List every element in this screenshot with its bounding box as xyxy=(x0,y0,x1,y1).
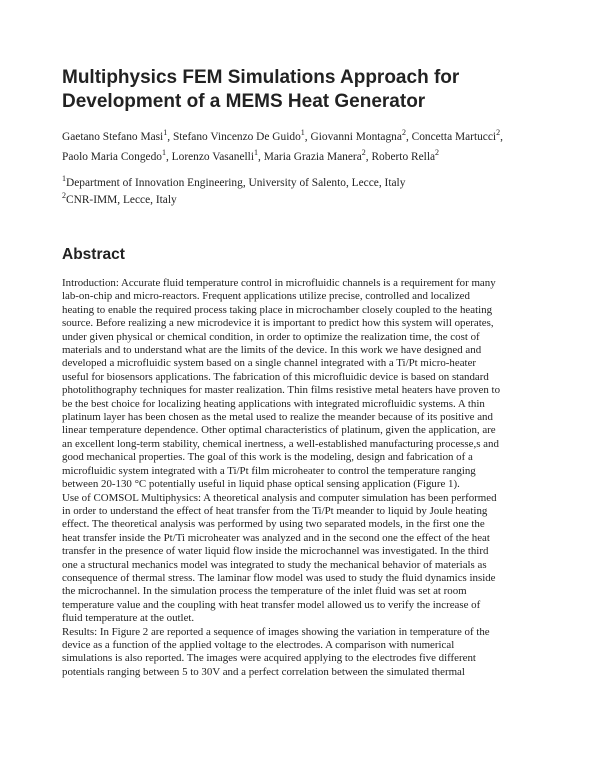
author-affiliation-mark: 2 xyxy=(435,148,440,158)
affiliation-number: 1 xyxy=(62,174,66,184)
abstract-line: microfluidic system integrated with a Ti/Pt film microheater to control the temperature ranging xyxy=(62,464,476,477)
affiliation-text: CNR-IMM, Lecce, Italy xyxy=(66,194,177,206)
abstract-line: Use of COMSOL Multiphysics: A theoretical analysis and computer simulation has been performed xyxy=(62,491,497,504)
abstract-line: temperature value and the coupling with heat transfer model allowed us to verify the increase of xyxy=(62,598,481,611)
abstract-line: heating to enable the required process taking place in microchamber closely coupled to the heating xyxy=(62,303,493,316)
affiliation-row xyxy=(62,192,542,209)
author-name: Giovanni Montagna xyxy=(310,131,402,143)
abstract-line: materials and to understand what are the limits of the device. In this work we have designed and xyxy=(62,344,482,357)
abstract-line: Results: In Figure 2 are reported a sequence of images showing the variation in temperature of the xyxy=(62,625,490,638)
author-affiliation-mark: 1 xyxy=(163,128,168,138)
abstract-line: simulations is also reported. The images were acquired applying to the electrodes five different xyxy=(62,652,476,665)
abstract-line: platinum layer has been chosen as the metal used to realize the meander because of its positive and xyxy=(62,411,493,424)
abstract-line: good mechanical properties. The goal of this work is the modeling, design and fabrication of a xyxy=(62,451,473,464)
abstract-line: useful for biosensors applications. The fabrication of this microfluidic device is based on standard xyxy=(62,370,489,383)
author-name: Concetta Martucci xyxy=(411,131,497,143)
author-list: Gaetano Stefano Masi$^1$, Stefano Vincenzo De Guido$^1$, Giovanni Montagna$^2$, Concetta Martucci$^2$, Paolo Maria Congedo$^1$, Lorenzo Vasanelli$^1$, Maria Grazia Manera$^2$, Roberto Rella$^2$ xyxy=(62,128,503,163)
author-affiliation-mark: 1 xyxy=(254,148,259,158)
author-affiliation-mark: 2 xyxy=(401,128,406,138)
affiliation-number: 2 xyxy=(62,191,66,201)
author-name: Maria Grazia Manera xyxy=(263,151,362,163)
author-name: Paolo Maria Congedo xyxy=(62,151,162,163)
affiliation-row xyxy=(62,175,542,192)
paper-title xyxy=(62,66,542,114)
abstract-line: between 20-130 °C potentially useful in liquid phase optical sensing application (Figure 1). xyxy=(62,478,460,491)
abstract-line: photolithography techniques for master realization. Thin films resistive metal heaters have proven to xyxy=(62,384,501,397)
author-name: Stefano Vincenzo De Guido xyxy=(172,131,301,143)
abstract-line: an excellent long-term stability, chemical inertness, a well-established manufacturing processe,s and xyxy=(62,437,499,450)
affiliation-list xyxy=(62,175,542,209)
abstract-line: transfer in the presence of water liquid flow inside the microchannel was investigated. In the third xyxy=(62,545,489,558)
abstract-line: linear temperature dependence. Other optimal characteristics of platinum, given the application, are xyxy=(62,424,496,437)
author-affiliation-mark: 1 xyxy=(161,148,166,158)
author-affiliation-mark: 2 xyxy=(361,148,366,158)
abstract-line: be the best choice for localizing heating applications with integrated microfluidic systems. A thin xyxy=(62,397,485,410)
abstract-line: heat transfer inside the Pt/Ti microheater was analyzed and in the second one the effect of the heat xyxy=(62,531,490,544)
abstract-line: Introduction: Accurate fluid temperature control in microfluidic channels is a requirement for many xyxy=(62,277,496,289)
abstract-heading: Abstract xyxy=(62,246,125,263)
author-name: Roberto Rella xyxy=(371,151,436,163)
abstract-line: the microchannel. In the simulation process the temperature of the inlet fluid was set at room xyxy=(62,585,467,598)
author-name: Gaetano Stefano Masi xyxy=(62,131,164,143)
abstract-line: under given physical or chemical condition, in order to optimize the realization time, the cost of xyxy=(62,330,480,343)
abstract-line: source. Before realizing a new microdevice it is important to predict how this system will operates, xyxy=(62,317,494,330)
abstract-line: effect. The theoretical analysis was performed by using two separated models, in the first one the xyxy=(62,518,485,531)
abstract-line: lab-on-chip and micro-reactors. Frequent applications utilize precise, controlled and localized xyxy=(62,290,470,303)
author-affiliation-mark: 1 xyxy=(300,128,305,138)
author-affiliation-mark: 2 xyxy=(496,128,501,138)
author-name: Lorenzo Vasanelli xyxy=(171,151,255,163)
abstract-line: in order to understand the effect of heat transfer from the Ti/Pt meander to liquid by Joule heating xyxy=(62,504,488,517)
abstract-line: device as a function of the applied voltage to the electrodes. A comparison with numerical xyxy=(62,638,455,651)
abstract-line: consequence of thermal stress. The laminar flow model was used to study the fluid dynamics inside xyxy=(62,571,496,584)
abstract-line: one a structural mechanics model was integrated to study the mechanical behavior of materials as xyxy=(62,558,487,571)
abstract-line: potentials ranging between 5 to 30V and a perfect correlation between the simulated thermal xyxy=(62,665,465,678)
abstract-line: developed a microfluidic system based on a single channel integrated with a Ti/Pt micro-heater xyxy=(62,357,477,370)
title-line: Multiphysics FEM Simulations Approach for xyxy=(62,67,460,88)
title-line: Development of a MEMS Heat Generator xyxy=(62,91,426,112)
abstract-body xyxy=(62,277,542,679)
affiliation-text: Department of Innovation Engineering, University of Salento, Lecce, Italy xyxy=(66,177,406,189)
abstract-line: fluid temperature at the outlet. xyxy=(62,612,195,625)
